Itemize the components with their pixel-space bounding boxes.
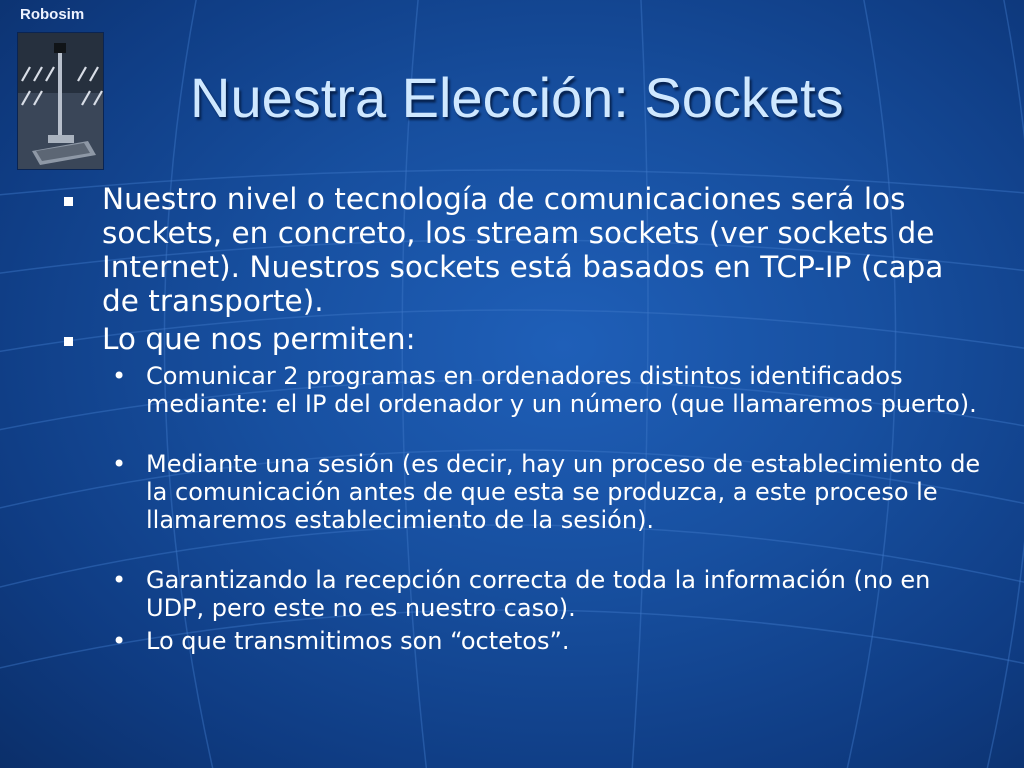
square-bullet-icon xyxy=(64,337,73,346)
sub-bullet-item xyxy=(112,566,986,622)
sub-bullet-text: Mediante una sesión (es decir, hay un proceso de establecimiento de la comunicación antes de que esta se produzca, a este proceso le llamaremos establecimiento de la sesión). xyxy=(146,450,981,534)
brand-label: Robosim xyxy=(20,6,85,23)
sub-bullet-item xyxy=(112,362,986,418)
round-bullet-icon: • xyxy=(112,566,127,594)
bullet-item xyxy=(102,322,972,356)
sub-bullet-item xyxy=(112,627,986,655)
round-bullet-icon: • xyxy=(112,627,127,655)
square-bullet-icon xyxy=(64,197,73,206)
slide-title: Nuestra Elección: Sockets xyxy=(190,66,844,129)
bullet-item xyxy=(102,182,972,318)
bullet-text: Nuestro nivel o tecnología de comunicaciones será los sockets, en concreto, los stream sockets (ver sockets de Internet). Nuestros sockets está basados en TCP-IP (capa de transporte). xyxy=(102,182,944,318)
round-bullet-icon: • xyxy=(112,362,127,390)
sub-bullet-item xyxy=(112,450,986,534)
sub-bullet-text: Garantizando la recepción correcta de toda la información (no en UDP, pero este no es nuestro caso). xyxy=(146,566,931,622)
sub-bullet-text: Comunicar 2 programas en ordenadores distintos identificados mediante: el IP del ordenador y un número (que llamaremos puerto). xyxy=(146,362,977,418)
round-bullet-icon: • xyxy=(112,450,127,478)
robot-arm-logo-icon xyxy=(17,32,104,170)
sub-bullet-text: Lo que transmitimos son “octetos”. xyxy=(146,627,570,655)
bullet-text: Lo que nos permiten: xyxy=(102,322,416,356)
